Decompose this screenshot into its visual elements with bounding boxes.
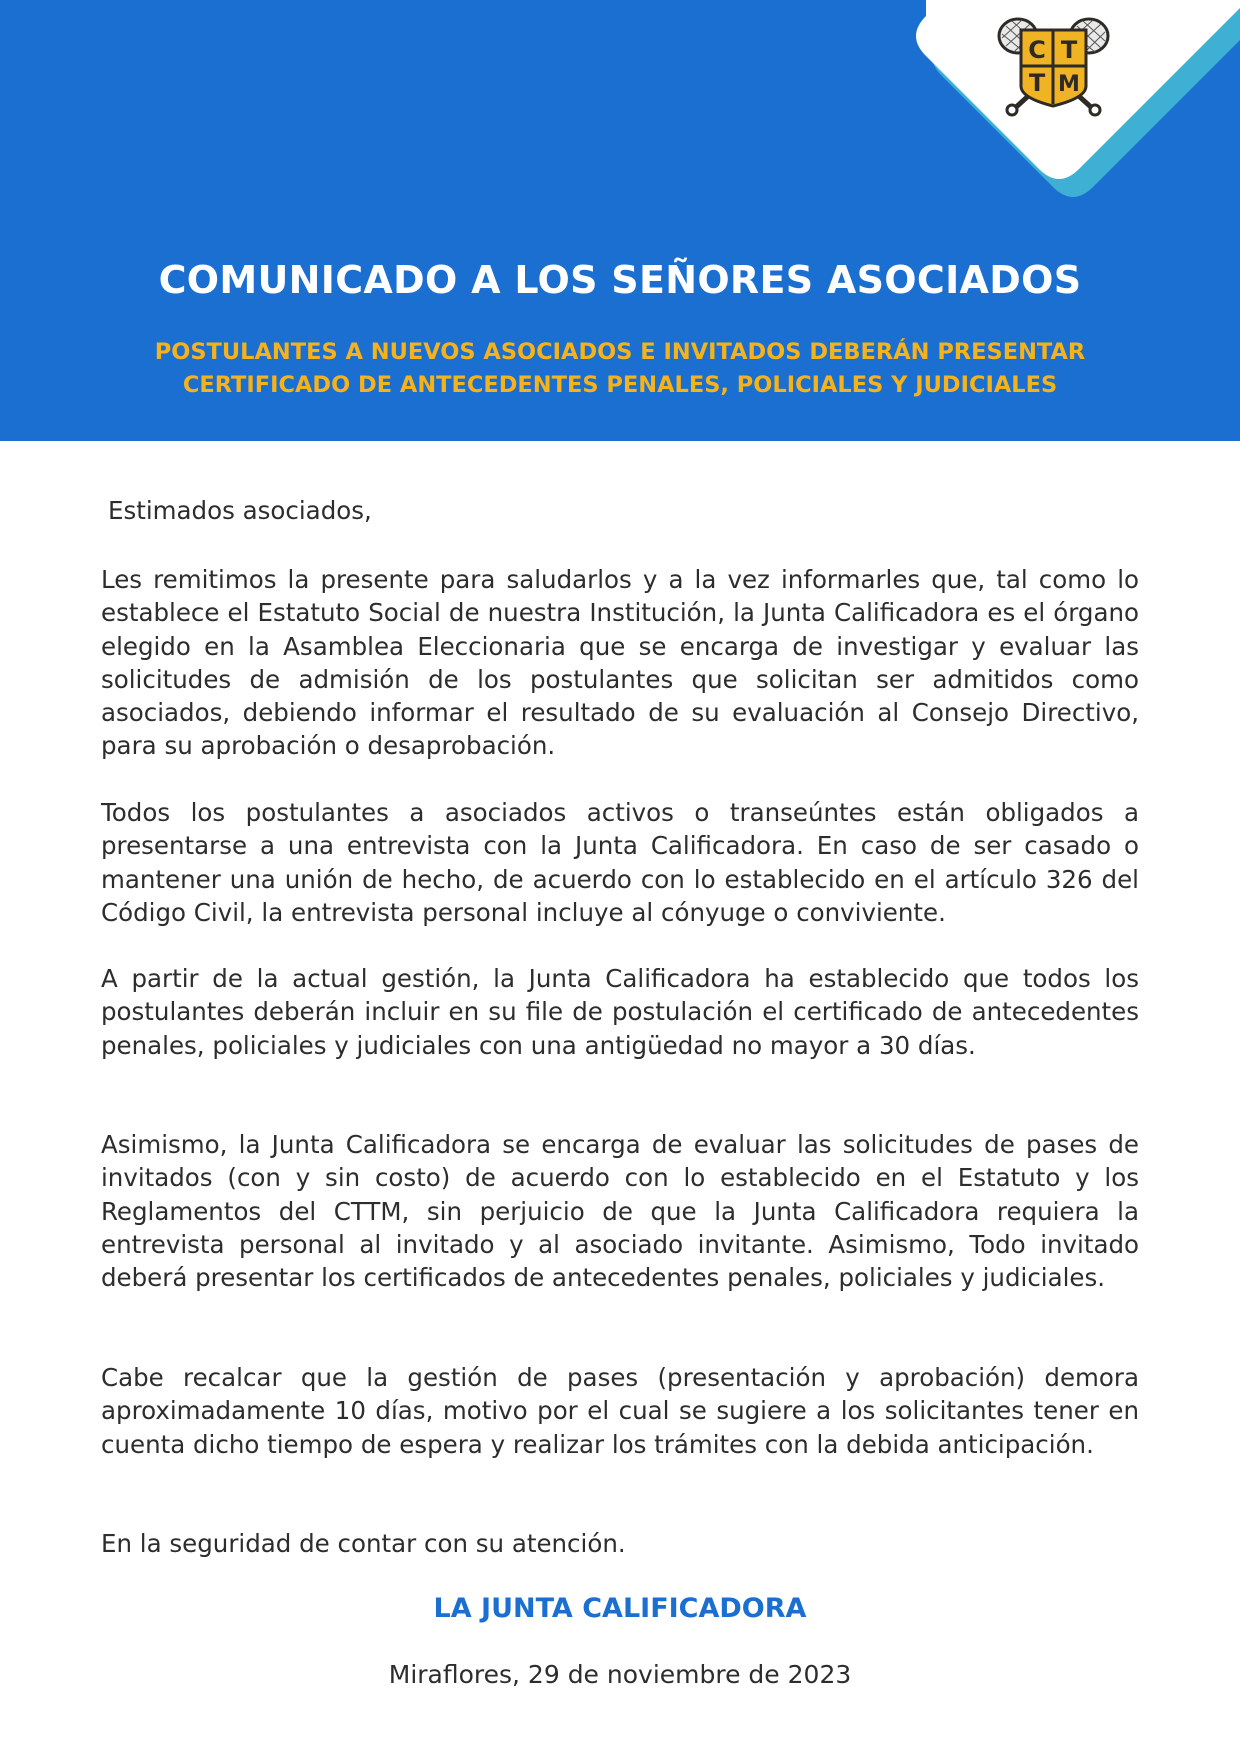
page-subtitle (0, 336, 1240, 402)
subtitle-line-1: POSTULANTES A NUEVOS ASOCIADOS E INVITADOS DEBERÁN PRESENTAR (154, 339, 1086, 365)
paragraph-3: A partir de la actual gestión, la Junta Calificadora ha establecido que todos los postulantes deberán incluir en su file de postulación el certificado de antecedentes penales, policiales y judiciales con una antigüedad no mayor a 30 días. (101, 964, 1139, 1060)
page-title: COMUNICADO A LOS SEÑORES ASOCIADOS (158, 258, 1082, 302)
logo-letter-m: M (1058, 72, 1080, 97)
paragraph-1: Les remitimos la presente para saludarlos y a la vez informarles que, tal como lo establece el Estatuto Social de nuestra Institución, la Junta Calificadora es el órgano elegido en la Asamblea Eleccionaria que se encarga de investigar y evaluar las solicitudes de admisión de los postulantes que solicitan ser admitidos como asociados, debiendo informar el resultado de su evaluación al Consejo Directivo, para su aprobación o desaprobación. (101, 565, 1139, 761)
paragraph-4: Asimismo, la Junta Calificadora se encarga de evaluar las solicitudes de pases de invitados (con y sin costo) de acuerdo con lo establecido en el Estatuto y los Reglamentos del CTTM, sin perjuicio de que la Junta Calificadora requiera la entrevista personal al invitado y al asociado invitante. Asimismo, Todo invitado deberá presentar los certificados de antecedentes penales, policiales y judiciales. (101, 1130, 1139, 1293)
logo-letter-t2: T (1028, 69, 1046, 97)
paragraph-5: Cabe recalcar que la gestión de pases (presentación y aprobación) demora aproximadamente 10 días, motivo por el cual se sugiere a los solicitantes tener en cuenta dicho tiempo de espera y realizar los trámites con la debida anticipación. (101, 1363, 1139, 1459)
closing-line: En la seguridad de contar con su atención. (101, 1529, 626, 1558)
header-banner (0, 0, 1240, 441)
signature: LA JUNTA CALIFICADORA (433, 1593, 807, 1624)
greeting: Estimados asociados, (108, 496, 372, 525)
cttm-logo (996, 14, 1111, 117)
date-line: Miraflores, 29 de noviembre de 2023 (388, 1660, 852, 1689)
subtitle-line-2: CERTIFICADO DE ANTECEDENTES PENALES, POLICIALES Y JUDICIALES (182, 372, 1058, 398)
logo-letter-c: C (1028, 36, 1046, 64)
paragraph-2: Todos los postulantes a asociados activos o transeúntes están obligados a presentarse a una entrevista con la Junta Calificadora. En caso de ser casado o mantener una unión de hecho, de acuerdo con lo establecido en el artículo 326 del Código Civil, la entrevista personal incluye al cónyuge o conviviente. (101, 798, 1139, 927)
logo-letter-t1: T (1060, 36, 1078, 64)
